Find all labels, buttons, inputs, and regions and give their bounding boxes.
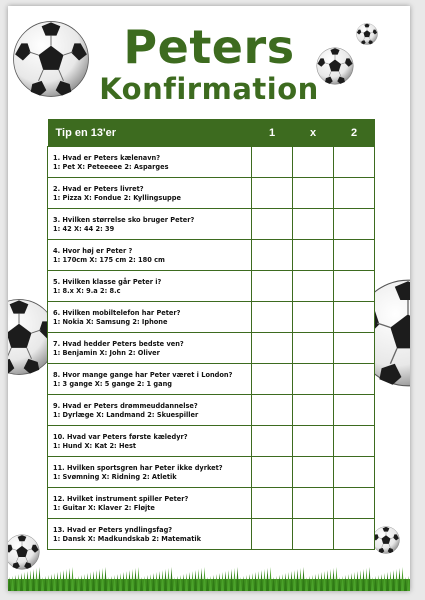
question-text: 7. Hvad hedder Peters bedste ven?: [53, 340, 184, 349]
question-cell: [48, 209, 252, 240]
answer-cell-x[interactable]: [293, 519, 334, 550]
question-cell: [48, 457, 252, 488]
answer-cell-2[interactable]: [334, 364, 375, 395]
table-row: [48, 488, 375, 519]
question-text: 8. Hvor mange gange har Peter været i London?: [53, 371, 233, 380]
answer-cell-x[interactable]: [293, 240, 334, 271]
answer-cell-1[interactable]: [252, 519, 293, 550]
answer-cell-2[interactable]: [334, 302, 375, 333]
question-text: 6. Hvilken mobiltelefon har Peter?: [53, 309, 181, 318]
answer-cell-2[interactable]: [334, 178, 375, 209]
answer-cell-1[interactable]: [252, 271, 293, 302]
table-row: [48, 364, 375, 395]
answer-cell-2[interactable]: [334, 457, 375, 488]
page-title: Peters: [123, 20, 295, 74]
table-row: [48, 147, 375, 178]
question-options: 1: Benjamin X: John 2: Oliver: [53, 348, 160, 357]
answer-cell-x[interactable]: [293, 488, 334, 519]
question-text: 3. Hvilken størrelse sko bruger Peter?: [53, 216, 195, 225]
header-label: Tip en 13'er: [48, 119, 252, 147]
answer-cell-x[interactable]: [293, 364, 334, 395]
question-cell: [48, 178, 252, 209]
answer-cell-1[interactable]: [252, 147, 293, 178]
question-cell: [48, 302, 252, 333]
question-options: 1: Dansk X: Madkundskab 2: Matematik: [53, 534, 202, 543]
question-text: 12. Hvilket instrument spiller Peter?: [53, 495, 189, 504]
answer-cell-2[interactable]: [334, 488, 375, 519]
question-options: 1: Pet X: Peteeeee 2: Asparges: [53, 162, 169, 171]
question-options: 1: 8.x X: 9.a 2: 8.c: [53, 286, 121, 295]
question-options: 1: 3 gange X: 5 gange 2: 1 gang: [53, 379, 172, 388]
question-text: 4. Hvor høj er Peter ?: [53, 247, 133, 256]
table-row: [48, 302, 375, 333]
table-row: [48, 426, 375, 457]
header-col-2: 2: [334, 119, 375, 147]
answer-cell-2[interactable]: [334, 426, 375, 457]
answer-cell-1[interactable]: [252, 488, 293, 519]
answer-cell-x[interactable]: [293, 302, 334, 333]
answer-cell-2[interactable]: [334, 271, 375, 302]
answer-cell-x[interactable]: [293, 395, 334, 426]
answer-cell-x[interactable]: [293, 178, 334, 209]
question-text: 10. Hvad var Peters første kæledyr?: [53, 433, 188, 442]
table-row: [48, 240, 375, 271]
table-row: [48, 178, 375, 209]
header-col-x: x: [293, 119, 334, 147]
answer-cell-x[interactable]: [293, 426, 334, 457]
question-text: 9. Hvad er Peters drømmeuddannelse?: [53, 402, 198, 411]
answer-cell-x[interactable]: [293, 209, 334, 240]
question-cell: [48, 488, 252, 519]
question-options: 1: Pizza X: Fondue 2: Kyllingsuppe: [53, 193, 181, 202]
soccer-ball-icon: [372, 526, 400, 554]
answer-cell-1[interactable]: [252, 395, 293, 426]
answer-cell-x[interactable]: [293, 147, 334, 178]
question-cell: [48, 333, 252, 364]
question-text: 5. Hvilken klasse går Peter i?: [53, 278, 162, 287]
table-row: [48, 333, 375, 364]
answer-cell-2[interactable]: [334, 333, 375, 364]
question-options: 1: Nokia X: Samsung 2: Iphone: [53, 317, 168, 326]
tip-table: [47, 119, 375, 550]
question-text: 2. Hvad er Peters livret?: [53, 185, 144, 194]
grass-strip: [8, 563, 410, 591]
header-col-1: 1: [252, 119, 293, 147]
answer-cell-1[interactable]: [252, 209, 293, 240]
answer-cell-1[interactable]: [252, 178, 293, 209]
question-options: 1: 42 X: 44 2: 39: [53, 224, 115, 233]
question-cell: [48, 147, 252, 178]
answer-cell-1[interactable]: [252, 240, 293, 271]
answer-cell-1[interactable]: [252, 426, 293, 457]
table-row: [48, 519, 375, 550]
answer-cell-2[interactable]: [334, 147, 375, 178]
question-text: 13. Hvad er Peters yndlingsfag?: [53, 526, 173, 535]
question-options: 1: Svømning X: Ridning 2: Atletik: [53, 472, 177, 481]
answer-cell-x[interactable]: [293, 271, 334, 302]
question-options: 1: Dyrlæge X: Landmand 2: Skuespiller: [53, 410, 199, 419]
question-cell: [48, 395, 252, 426]
table-row: [48, 395, 375, 426]
question-text: 1. Hvad er Peters kælenavn?: [53, 154, 161, 163]
table-header: [48, 119, 375, 147]
table-row: [48, 209, 375, 240]
question-cell: [48, 519, 252, 550]
question-cell: [48, 426, 252, 457]
question-cell: [48, 271, 252, 302]
answer-cell-1[interactable]: [252, 333, 293, 364]
answer-cell-x[interactable]: [293, 457, 334, 488]
question-options: 1: Hund X: Kat 2: Hest: [53, 441, 137, 450]
question-text: 11. Hvilken sportsgren har Peter ikke dyrket?: [53, 464, 223, 473]
question-cell: [48, 364, 252, 395]
poster-sheet: [8, 6, 410, 591]
answer-cell-2[interactable]: [334, 395, 375, 426]
answer-cell-2[interactable]: [334, 240, 375, 271]
answer-cell-2[interactable]: [334, 209, 375, 240]
answer-cell-1[interactable]: [252, 364, 293, 395]
answer-cell-1[interactable]: [252, 457, 293, 488]
answer-cell-1[interactable]: [252, 302, 293, 333]
page-subtitle: Konfirmation: [99, 72, 319, 106]
answer-cell-2[interactable]: [334, 519, 375, 550]
table-row: [48, 271, 375, 302]
question-options: 1: Guitar X: Klaver 2: Fløjte: [53, 503, 155, 512]
question-options: 1: 170cm X: 175 cm 2: 180 cm: [53, 255, 165, 264]
question-cell: [48, 240, 252, 271]
table-row: [48, 457, 375, 488]
answer-cell-x[interactable]: [293, 333, 334, 364]
